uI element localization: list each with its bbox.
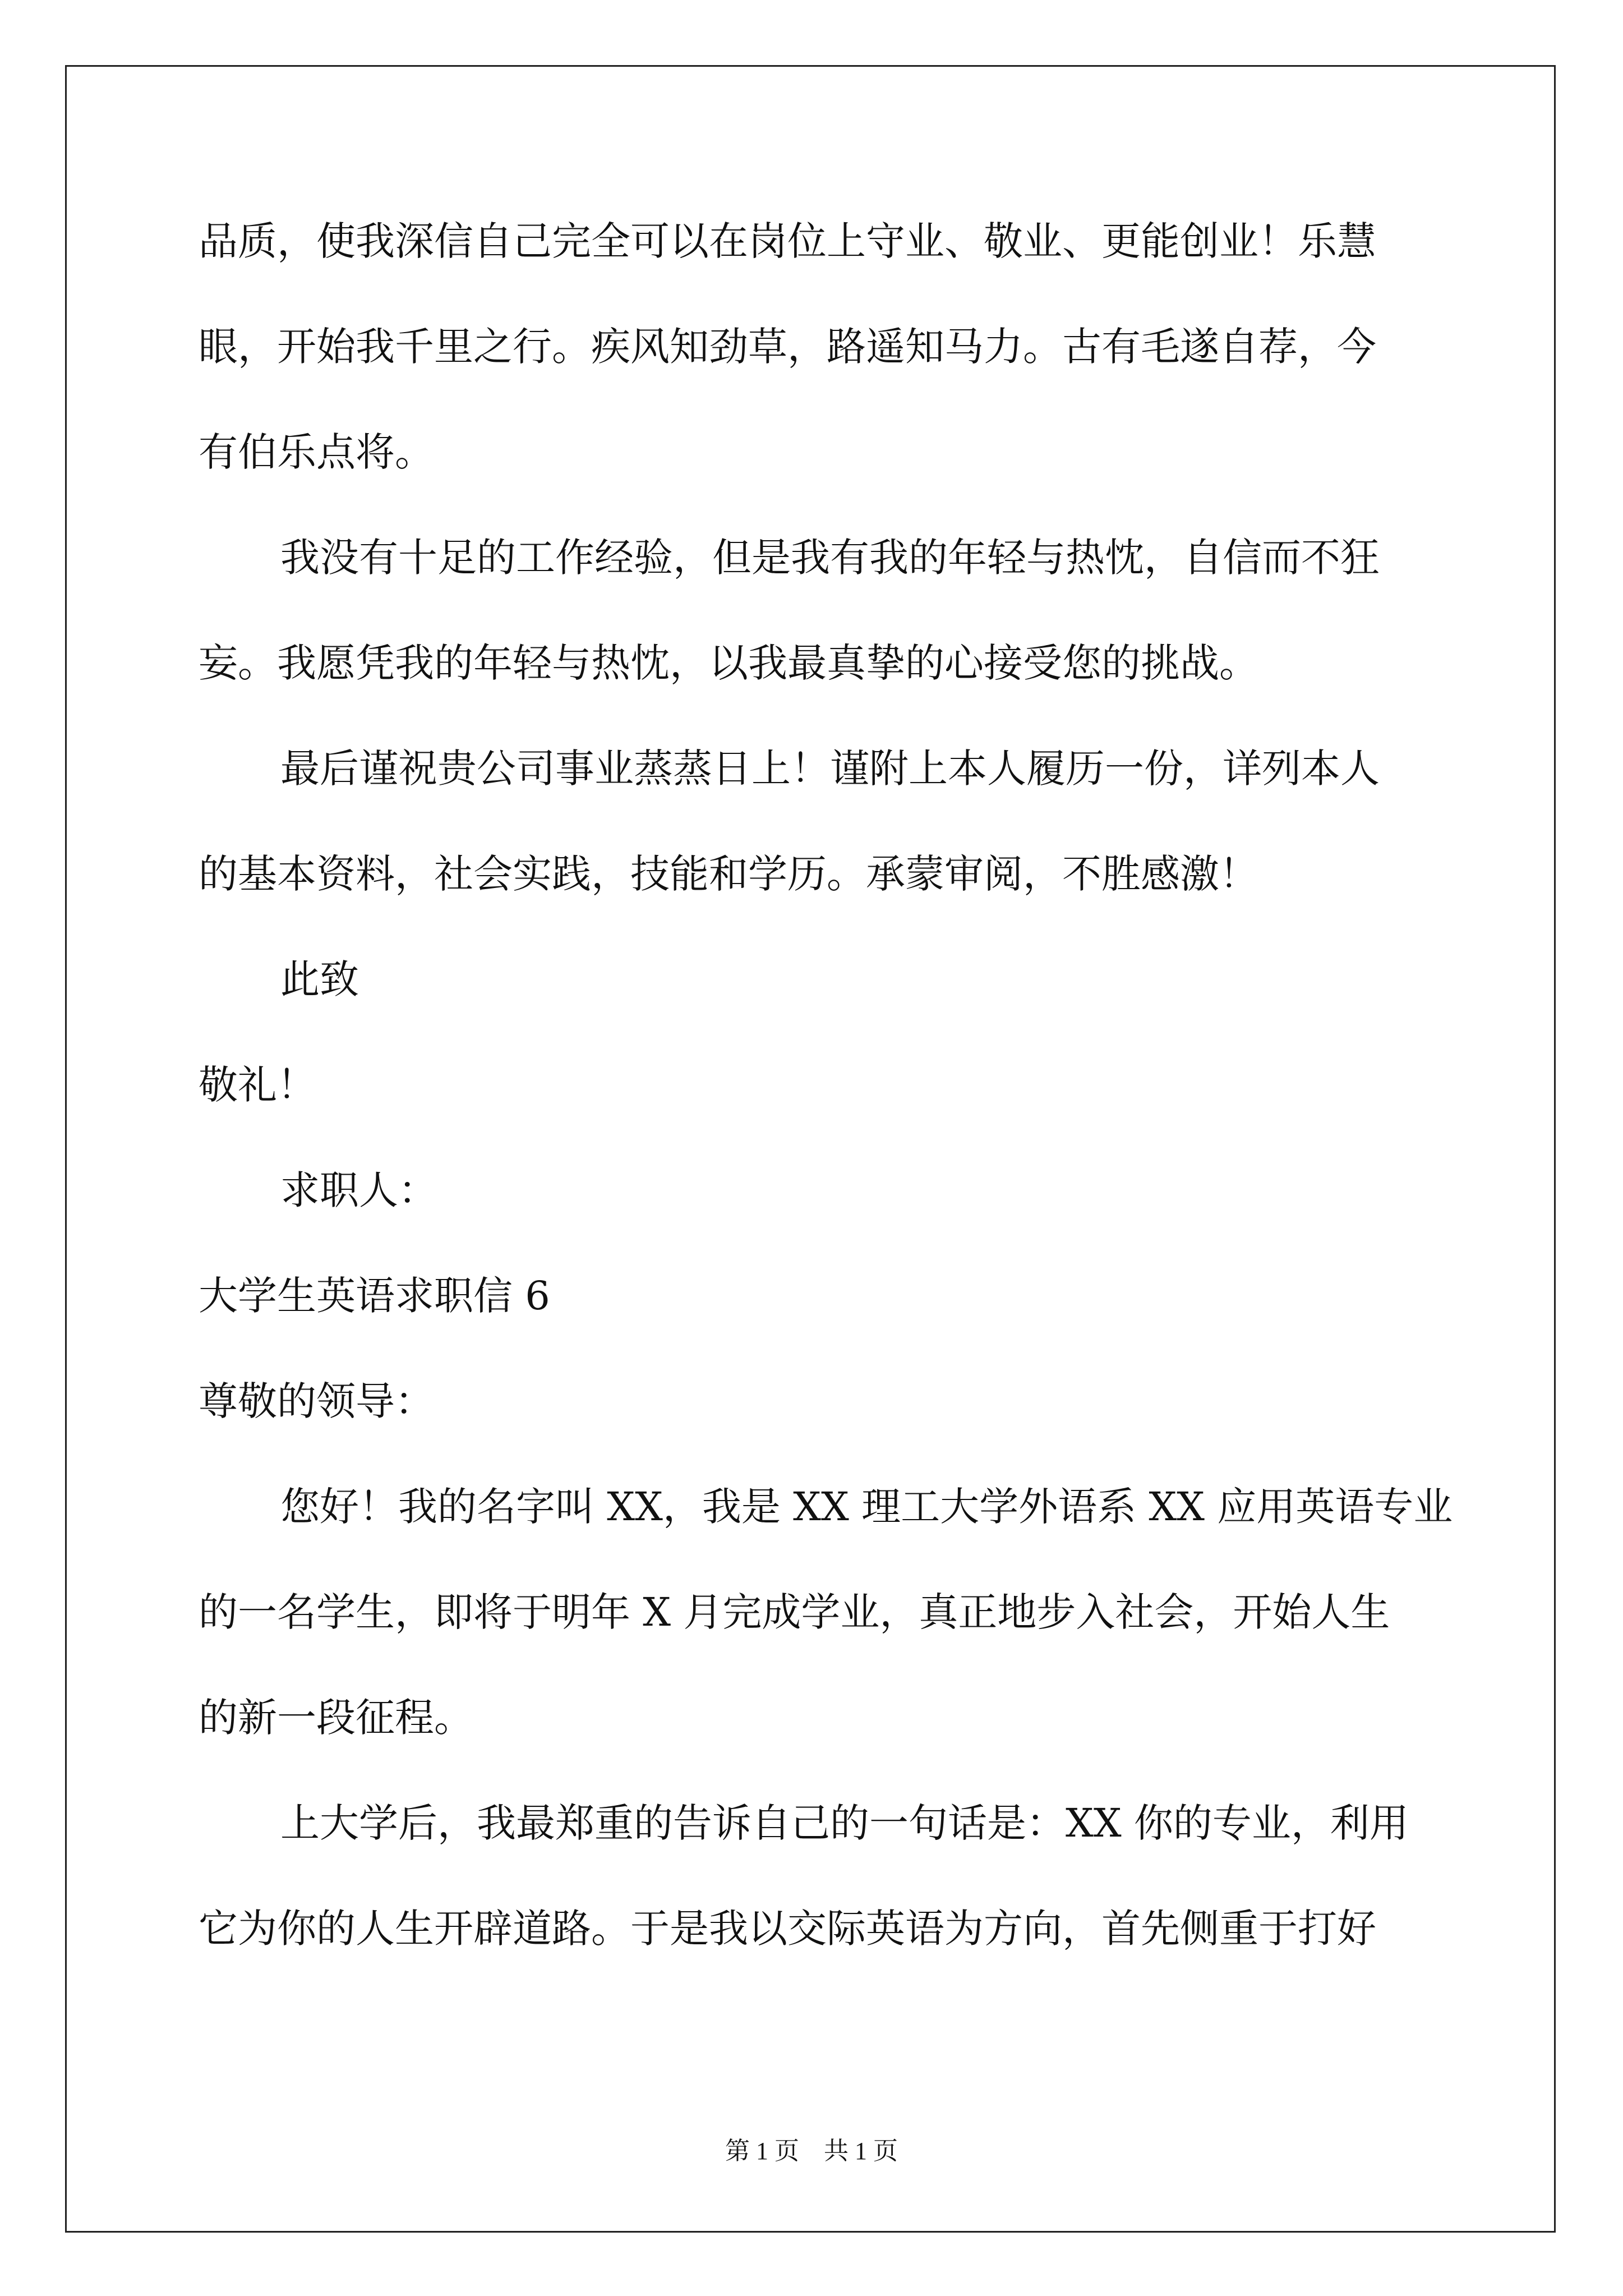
text-line: 的一名学生，即将于明年 X 月完成学业，真正地步入社会，开始人生 [199, 1589, 1390, 1635]
text-line: 品质，使我深信自己完全可以在岗位上守业、敬业、更能创业！乐慧 [199, 218, 1376, 264]
closing-regards: 敬礼！ [199, 1062, 316, 1108]
text-line: 的基本资料，社会实践，技能和学历。承蒙审阅，不胜感激！ [199, 851, 1258, 897]
text-line: 上大学后，我最郑重的告诉自己的一句话是：XX 你的专业，利用 [280, 1800, 1409, 1846]
section-title: 大学生英语求职信 6 [199, 1273, 550, 1319]
closing-salutation: 此致 [280, 956, 359, 1002]
text-line: 有伯乐点将。 [199, 429, 434, 475]
text-line: 您好！我的名字叫 XX，我是 XX 理工大学外语系 XX 应用英语专业 [280, 1484, 1453, 1530]
page-number [0, 2134, 1623, 2168]
text-line: 我没有十足的工作经验，但是我有我的年轻与热忱，自信而不狂 [280, 535, 1380, 581]
page-number-label: 第 1 页 共 1 页 [725, 2137, 898, 2165]
text-line: 它为你的人生开辟道路。于是我以交际英语为方向，首先侧重于打好 [199, 1906, 1376, 1952]
signature-label: 求职人： [280, 1167, 437, 1213]
text-line: 的新一段征程。 [199, 1695, 473, 1741]
text-line: 妄。我愿凭我的年轻与热忱，以我最真挚的心接受您的挑战。 [199, 640, 1258, 686]
text-line: 眼，开始我千里之行。疾风知劲草，路遥知马力。古有毛遂自荐，今 [199, 324, 1376, 370]
greeting: 尊敬的领导： [199, 1378, 434, 1424]
text-line: 最后谨祝贵公司事业蒸蒸日上！谨附上本人履历一份，详列本人 [280, 746, 1380, 792]
